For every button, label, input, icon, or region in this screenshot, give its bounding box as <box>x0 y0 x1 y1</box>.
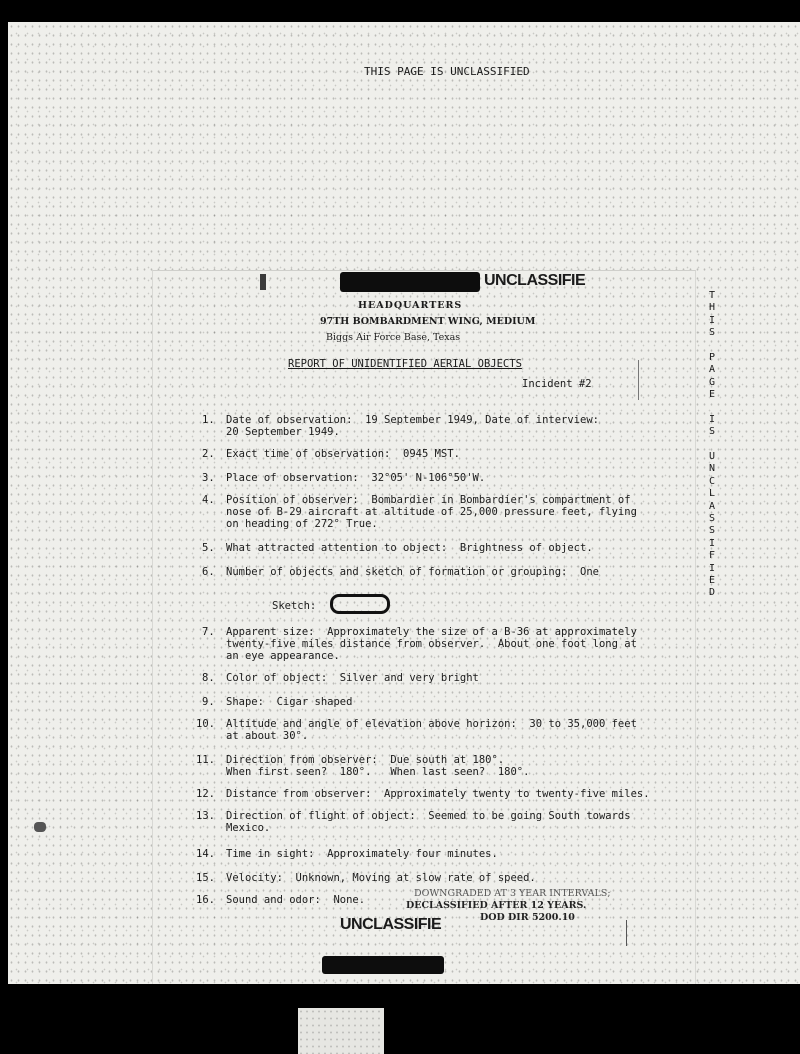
item-number: 12. <box>196 788 215 800</box>
item-number: 14. <box>196 848 215 860</box>
item-number: 11. <box>196 754 215 766</box>
item-number: 8. <box>202 672 215 684</box>
item-number: 13. <box>196 810 215 822</box>
unit-name: 97TH BOMBARDMENT WING, MEDIUM <box>320 316 536 327</box>
item-15-line-1: Velocity: Unknown, Moving at slow rate of speed. <box>226 872 536 884</box>
unclassified-stamp-bottom: UNCLASSIFIE <box>340 916 442 933</box>
declassified-note: DECLASSIFIED AFTER 12 YEARS. <box>406 900 587 911</box>
dod-directive-note: DOD DIR 5200.10 <box>480 912 575 923</box>
item-5-line-1: What attracted attention to object: Brightness of object. <box>226 542 593 554</box>
item-13-line-2: Mexico. <box>226 822 271 834</box>
side-unclassified-note: T H I S P A G E I S U N C L A S S I F I E D <box>708 290 716 599</box>
downgrade-note: DOWNGRADED AT 3 YEAR INTERVALS; <box>414 888 611 899</box>
item-8-line-1: Color of object: Silver and very bright <box>226 672 479 684</box>
item-3-line-1: Place of observation: 32°05' N-106°50'W. <box>226 472 486 484</box>
item-11-line-1: Direction from observer: Due south at 180°. <box>226 754 505 766</box>
scan-bottom-border <box>0 984 800 1054</box>
item-number: 2. <box>202 448 215 460</box>
item-7-line-3: an eye appearance. <box>226 650 340 662</box>
unclassified-stamp-top: UNCLASSIFIE <box>484 272 586 289</box>
item-4-line-2: nose of B-29 aircraft at altitude of 25,000 pressure feet, flying <box>226 506 637 518</box>
scan-scratch <box>638 360 639 400</box>
item-1-line-1: Date of observation: 19 September 1949, Date of interview: <box>226 414 599 426</box>
item-4-line-3: on heading of 272° True. <box>226 518 378 530</box>
item-number: 7. <box>202 626 215 638</box>
scan-scratch <box>626 920 627 946</box>
item-6-line-1: Number of objects and sketch of formation or grouping: One <box>226 566 599 578</box>
item-11-line-2: When first seen? 180°. When last seen? 180°. <box>226 766 530 778</box>
incident-number: Incident #2 <box>522 378 592 390</box>
item-number: 16. <box>196 894 215 906</box>
item-1-line-2: 20 September 1949. <box>226 426 340 438</box>
item-7-line-2: twenty-five miles distance from observer. About one foot long at <box>226 638 637 650</box>
item-12-line-1: Distance from observer: Approximately twenty to twenty-five miles. <box>226 788 650 800</box>
next-page-fragment <box>298 1008 384 1054</box>
item-number: 4. <box>202 494 215 506</box>
item-number: 10. <box>196 718 215 730</box>
sketch-label: Sketch: <box>272 600 317 612</box>
scan-top-border <box>0 0 800 22</box>
top-unclassified-note: THIS PAGE IS UNCLASSIFIED <box>364 65 530 78</box>
scan-blot <box>34 822 46 832</box>
item-16-line-1: Sound and odor: None. <box>226 894 366 906</box>
item-4-line-1: Position of observer: Bombardier in Bombardier's compartment of <box>226 494 631 506</box>
item-9-line-1: Shape: Cigar shaped <box>226 696 353 708</box>
item-number: 3. <box>202 472 215 484</box>
item-14-line-1: Time in sight: Approximately four minutes. <box>226 848 498 860</box>
item-number: 5. <box>202 542 215 554</box>
item-2-line-1: Exact time of observation: 0945 MST. <box>226 448 460 460</box>
item-number: 15. <box>196 872 215 884</box>
redaction-block-bottom <box>322 956 444 974</box>
cigar-shape-sketch <box>330 594 390 614</box>
item-number: 6. <box>202 566 215 578</box>
item-number: 1. <box>202 414 215 426</box>
item-13-line-1: Direction of flight of object: Seemed to be going South towards <box>226 810 631 822</box>
report-title: REPORT OF UNIDENTIFIED AERIAL OBJECTS <box>288 358 522 370</box>
item-10-line-2: at about 30°. <box>226 730 309 742</box>
item-10-line-1: Altitude and angle of elevation above horizon: 30 to 35,000 feet <box>226 718 637 730</box>
item-7-line-1: Apparent size: Approximately the size of a B-36 at approximately <box>226 626 637 638</box>
ink-mark <box>260 274 266 290</box>
redaction-block-top <box>340 272 480 292</box>
base-name: Biggs Air Force Base, Texas <box>326 332 461 343</box>
item-number: 9. <box>202 696 215 708</box>
headquarters-title: HEADQUARTERS <box>358 300 463 311</box>
